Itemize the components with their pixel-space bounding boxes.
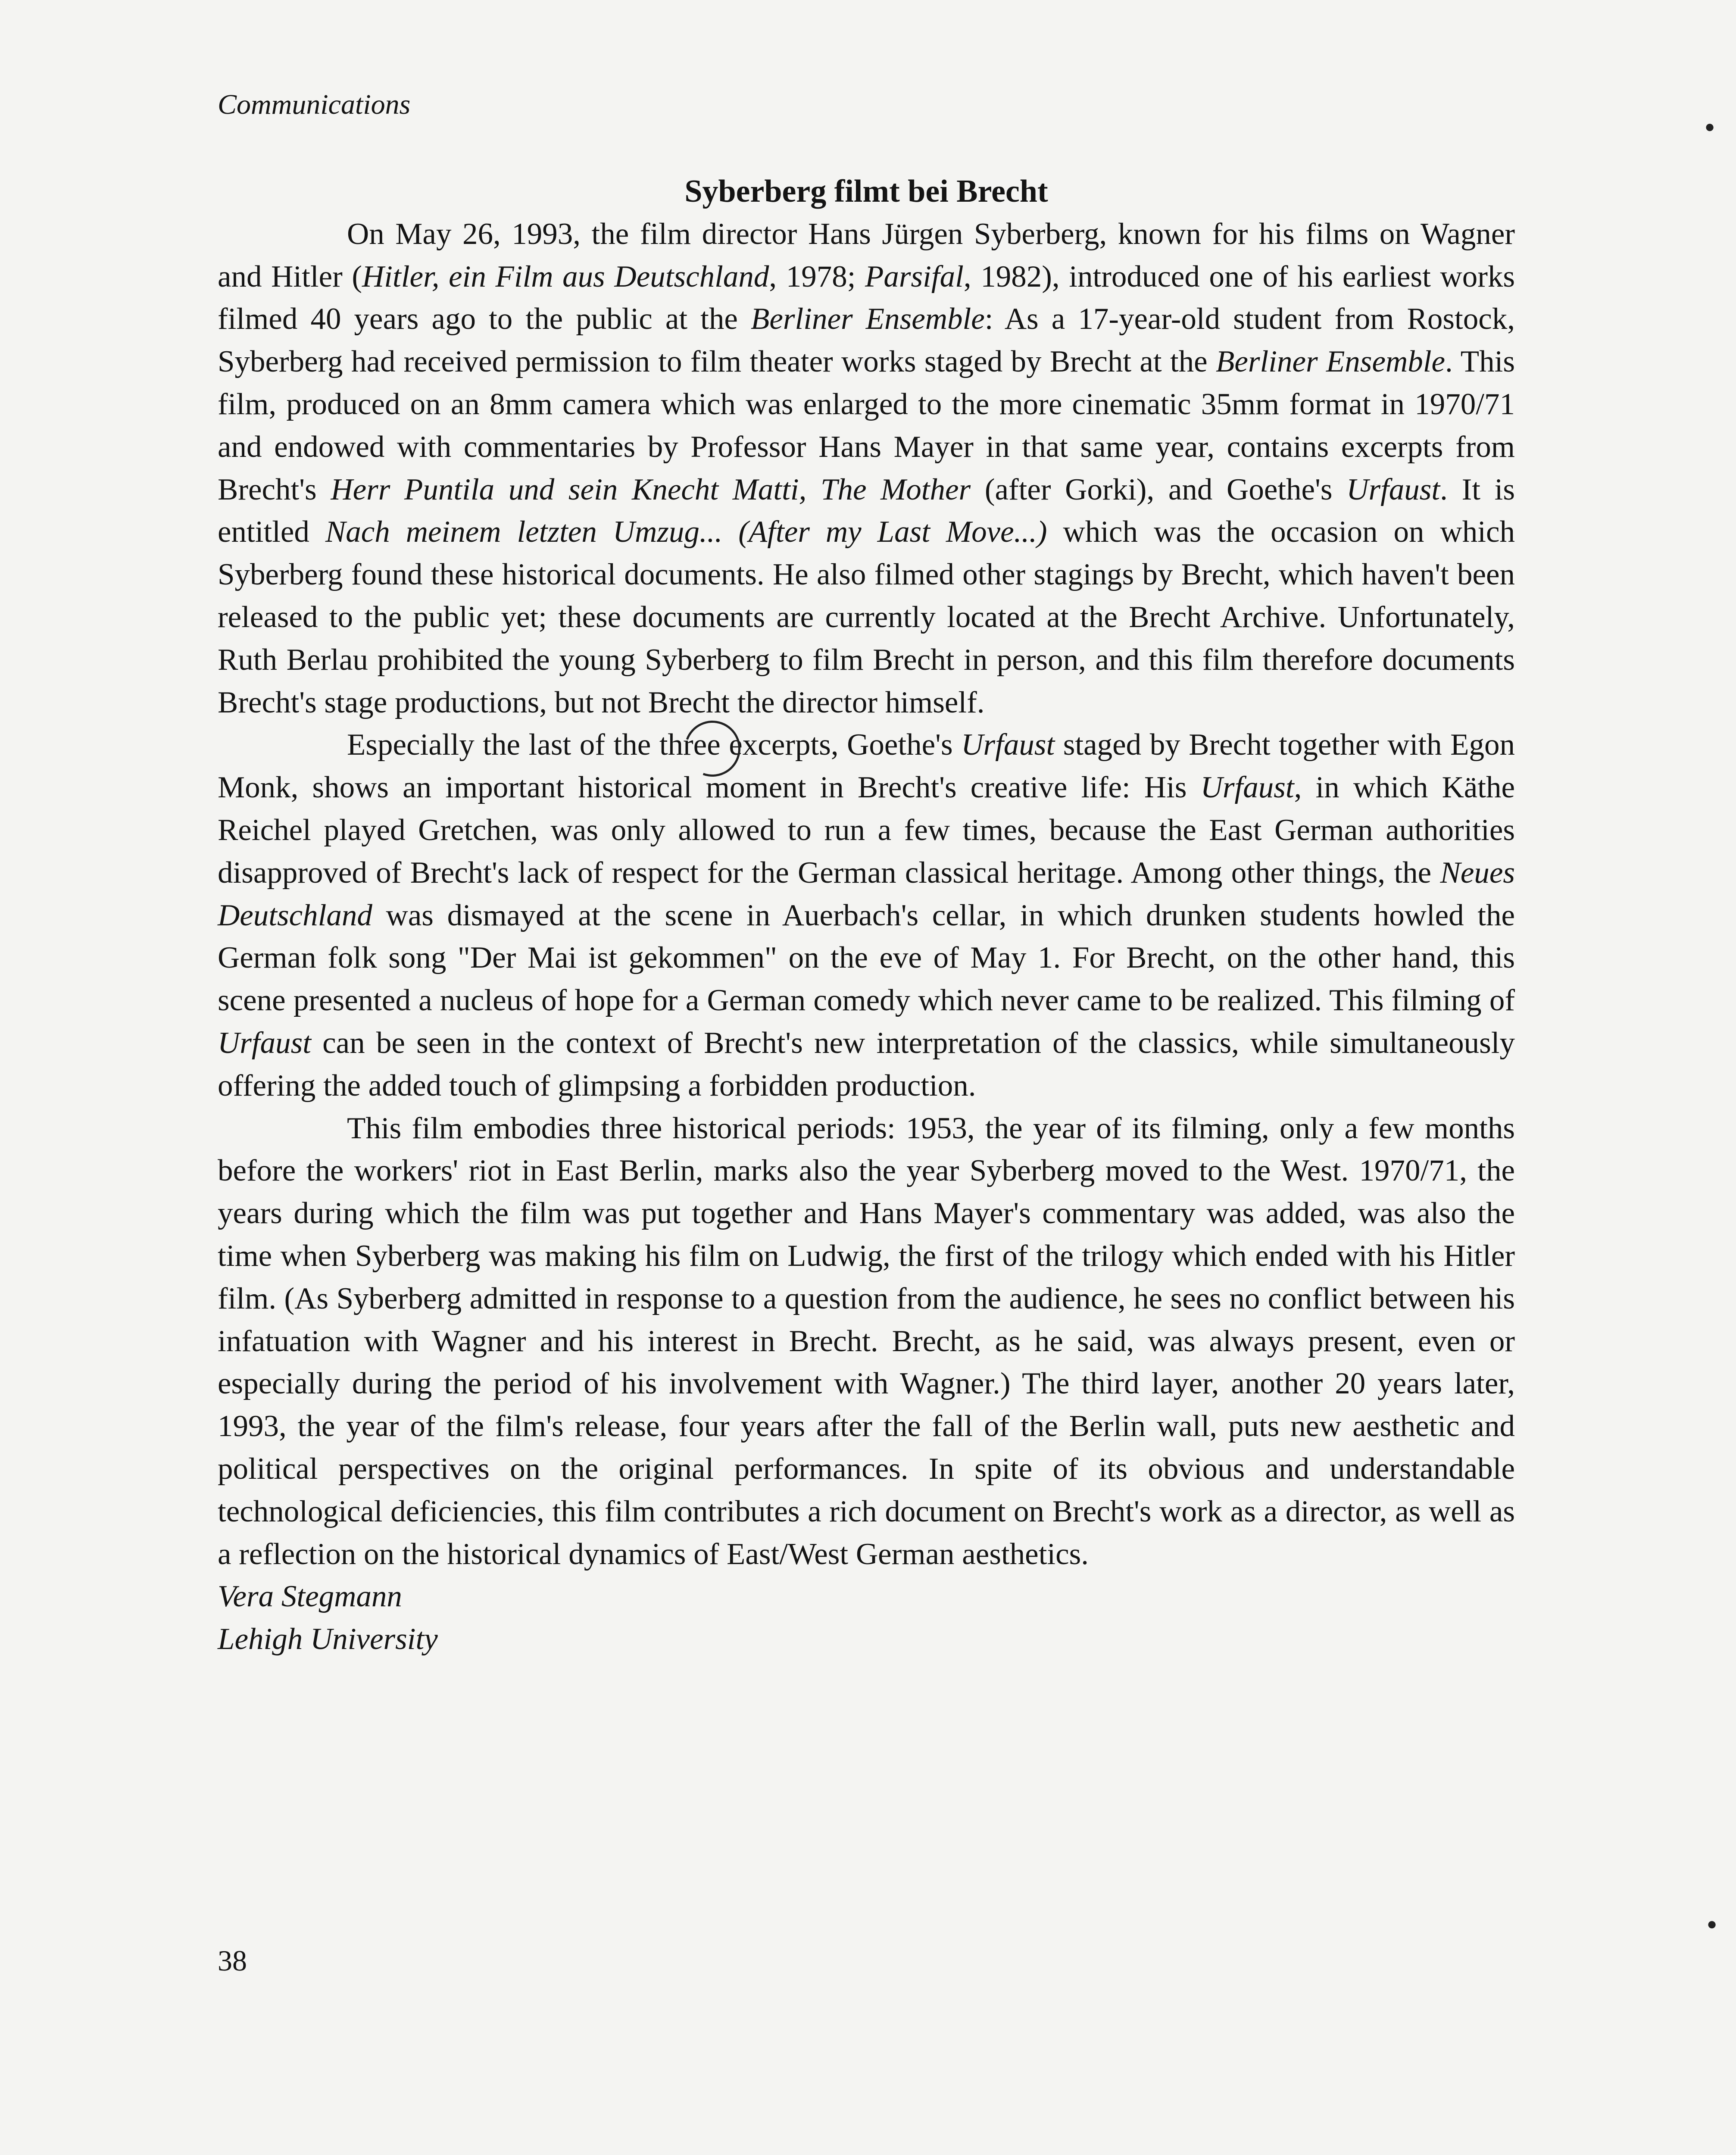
running-head: Communications — [218, 89, 411, 120]
margin-mark: ● — [1705, 117, 1715, 136]
article-title: Syberberg filmt bei Brecht — [684, 174, 1048, 209]
page-number: 38 — [218, 1944, 247, 1977]
article-body — [218, 170, 1515, 1661]
paragraph-2: Especially the last of the three excerpts, Goethe's Urfaust staged by Brecht together with Egon Monk, shows an important historical moment in Brecht's creative life: His Urfaust, in which Käthe Reichel played Gretchen, was only allowed to run a few times, because the East German authorities disapproved of Brecht's lack of respect for the German classical heritage. Among other things, the Neues Deutschland was dismayed at the scene in Auerbach's cellar, in which drunken students howled the German folk song "Der Mai ist gekommen" on the eve of May 1. For Brecht, on the other hand, this scene presented a nucleus of hope for a German comedy which never came to be realized. This filming of Urfaust can be seen in the context of Brecht's new interpretation of the classics, while simultaneously offering the added touch of glimpsing a forbidden production. — [218, 728, 1515, 1102]
paragraph-3: This film embodies three historical periods: 1953, the year of its filming, only a few months before the workers' riot in East Berlin, marks also the year Syberberg moved to the West. 1970/71, the years during which the film was put together and Hans Mayer's commentary was added, was also the time when Syberberg was making his film on Ludwig, the first of the trilogy which ended with his Hitler film. (As Syberberg admitted in response to a question from the audience, he sees no conflict between his infatuation with Wagner and his interest in Brecht. Brecht, as he said, was always present, even or especially during the period of his involvement with Wagner.) The third layer, another 20 years later, 1993, the year of the film's release, four years after the fall of the Berlin wall, puts new aesthetic and political perspectives on the original performances. In spite of its obvious and understandable technological deficiencies, this film contributes a rich document on Brecht's work as a director, as well as a reflection on the historical dynamics of East/West German aesthetics. — [218, 1111, 1515, 1571]
author-name: Vera Stegmann — [218, 1580, 402, 1614]
author-affiliation: Lehigh University — [218, 1622, 438, 1656]
margin-mark: ● — [1707, 1914, 1717, 1933]
paragraph-1: On May 26, 1993, the film director Hans Jürgen Syberberg, known for his films on Wagner and Hitler (Hitler, ein Film aus Deutschland, 1978; Parsifal, 1982), introduced one of his earliest works filmed 40 years ago to the public at the Berliner Ensemble: As a 17-year-old student from Rostock, Syberberg had received permission to film theater works staged by Brecht at the Berliner Ensemble. This film, produced on an 8mm camera which was enlarged to the more cinematic 35mm format in 1970/71 and endowed with commentaries by Professor Hans Mayer in that same year, contains excerpts from Brecht's Herr Puntila und sein Knecht Matti, The Mother (after Gorki), and Goethe's Urfaust. It is entitled Nach meinem letzten Umzug... (After my Last Move...) which was the occasion on which Syberberg found these historical documents. He also filmed other stagings by Brecht, which haven't been released to the public yet; these documents are currently located at the Brecht Archive. Unfortunately, Ruth Berlau prohibited the young Syberberg to film Brecht in person, and this film therefore documents Brecht's stage productions, but not Brecht the director himself. — [218, 217, 1515, 719]
